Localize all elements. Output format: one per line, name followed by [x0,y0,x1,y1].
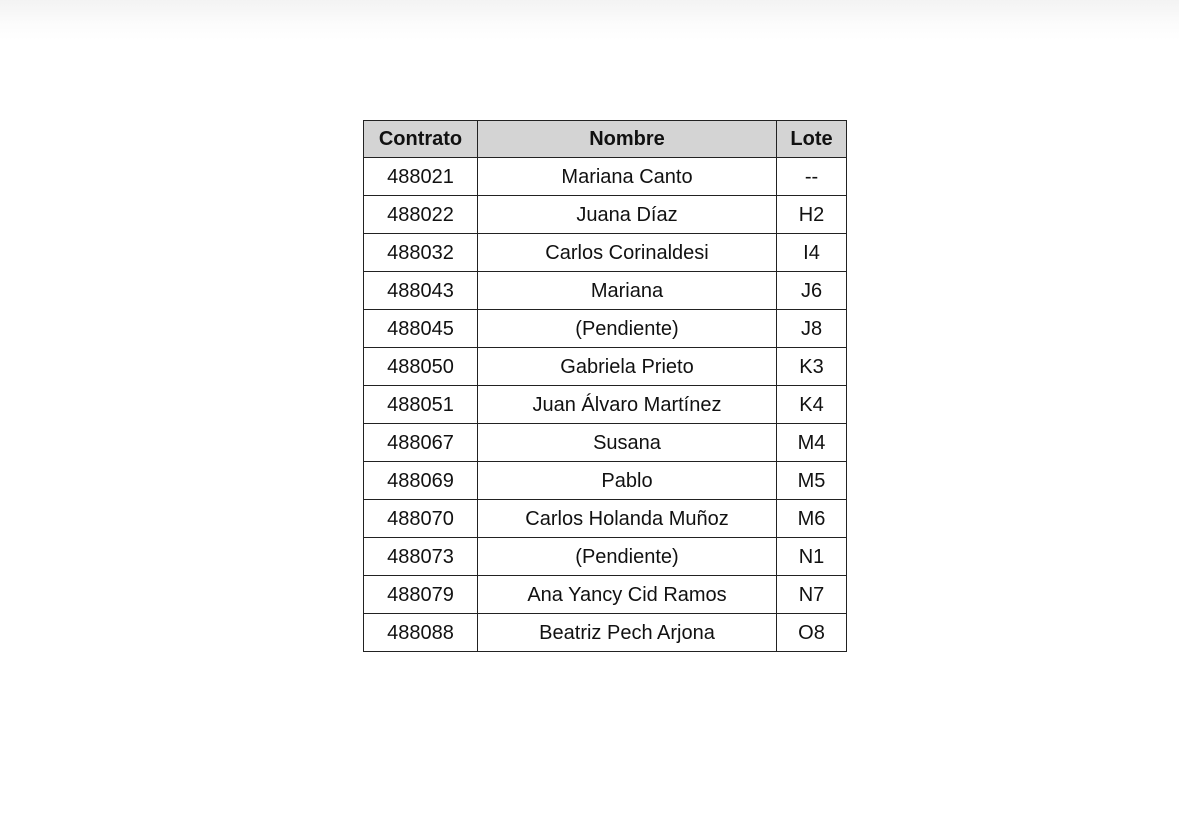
cell-nombre: Susana [478,424,777,462]
header-contrato: Contrato [364,121,478,158]
cell-nombre: Ana Yancy Cid Ramos [478,576,777,614]
header-nombre: Nombre [478,121,777,158]
cell-lote: K4 [777,386,847,424]
table-body [364,158,847,652]
cell-lote: N1 [777,538,847,576]
cell-nombre: Beatriz Pech Arjona [478,614,777,652]
table-row [364,538,847,576]
cell-lote: I4 [777,234,847,272]
cell-contrato: 488032 [364,234,478,272]
cell-nombre: Mariana [478,272,777,310]
table-row [364,348,847,386]
cell-nombre: Juan Álvaro Martínez [478,386,777,424]
cell-lote: M6 [777,500,847,538]
table-row [364,234,847,272]
table-row [364,424,847,462]
cell-contrato: 488050 [364,348,478,386]
cell-contrato: 488022 [364,196,478,234]
cell-contrato: 488079 [364,576,478,614]
cell-contrato: 488069 [364,462,478,500]
cell-nombre: Juana Díaz [478,196,777,234]
cell-contrato: 488070 [364,500,478,538]
cell-lote: M4 [777,424,847,462]
table-row [364,500,847,538]
cell-lote: N7 [777,576,847,614]
table-row [364,272,847,310]
cell-contrato: 488021 [364,158,478,196]
cell-lote: K3 [777,348,847,386]
table-row [364,196,847,234]
cell-lote: M5 [777,462,847,500]
top-edge-shadow [0,0,1179,40]
cell-lote: H2 [777,196,847,234]
cell-nombre: (Pendiente) [478,538,777,576]
table-row [364,158,847,196]
table-row [364,310,847,348]
cell-contrato: 488073 [364,538,478,576]
cell-nombre: Carlos Corinaldesi [478,234,777,272]
table-row [364,576,847,614]
cell-lote: -- [777,158,847,196]
cell-contrato: 488067 [364,424,478,462]
table-row [364,614,847,652]
cell-nombre: Pablo [478,462,777,500]
table-header-row [364,121,847,158]
cell-nombre: Mariana Canto [478,158,777,196]
contracts-table [363,120,847,652]
cell-contrato: 488043 [364,272,478,310]
table-row [364,386,847,424]
cell-lote: J8 [777,310,847,348]
cell-contrato: 488045 [364,310,478,348]
cell-nombre: (Pendiente) [478,310,777,348]
header-lote: Lote [777,121,847,158]
cell-contrato: 488051 [364,386,478,424]
cell-nombre: Carlos Holanda Muñoz [478,500,777,538]
cell-contrato: 488088 [364,614,478,652]
cell-lote: O8 [777,614,847,652]
cell-nombre: Gabriela Prieto [478,348,777,386]
table-row [364,462,847,500]
cell-lote: J6 [777,272,847,310]
